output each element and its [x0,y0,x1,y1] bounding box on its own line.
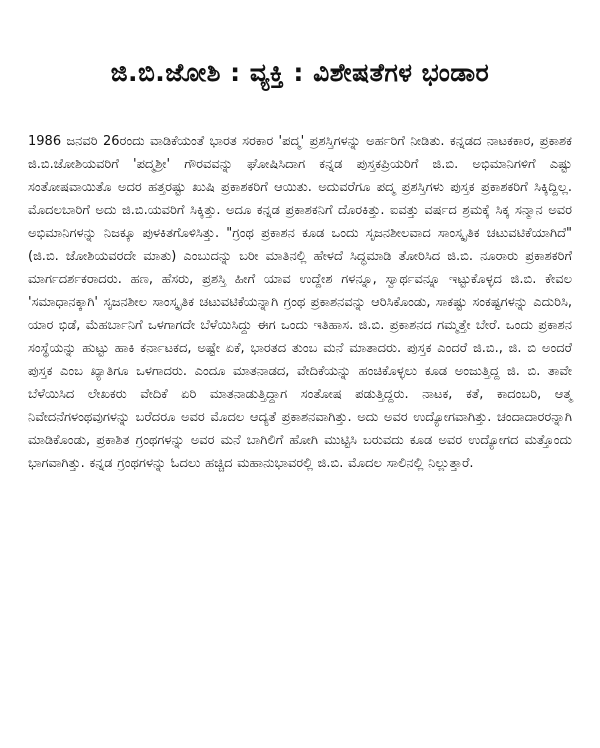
body-paragraph: 1986 ಜನವರಿ 26ರಂದು ವಾಡಿಕೆಯಂತೆ ಭಾರತ ಸರಕಾರ 'ಪದ್ಮ' ಪ್ರಶಸ್ತಿಗಳನ್ನು ಅರ್ಹರಿಗೆ ನೀಡಿತು. ಕನ್ನಡದ ನಾಟಕಕಾರ, ಪ್ರಕಾಶಕ ಜಿ.ಬಿ.ಜೋಶಿಯವರಿಗೆ 'ಪದ್ಮಶ್ರೀ' ಗೌರವವನ್ನು ಘೋಷಿಸಿದಾಗ ಕನ್ನಡ ಪುಸ್ತಕಪ್ರಿಯರಿಗೆ ಜಿ.ಬಿ. ಅಭಿಮಾನಿಗಳಿಗೆ ಎಷ್ಟು ಸಂತೋಷವಾಯಿತೊ ಅದರ ಹತ್ತರಷ್ಟು ಖುಷಿ ಪ್ರಕಾಶಕರಿಗೆ ಆಯಿತು. ಅದುವರೆಗೂ ಪದ್ಮ ಪ್ರಶಸ್ತಿಗಳು ಪುಸ್ತಕ ಪ್ರಕಾಶಕರಿಗೆ ಸಿಕ್ಕಿದ್ದಿಲ್ಲ. ಮೊದಲಬಾರಿಗೆ ಅದು ಜಿ.ಬಿ.ಯವರಿಗೆ ಸಿಕ್ಕಿತ್ತು. ಅದೂ ಕನ್ನಡ ಪ್ರಕಾಶಕನಿಗೆ ದೊರಕಿತ್ತು. ಐವತ್ತು ವರ್ಷದ ಶ್ರಮಕ್ಕೆ ಸಿಕ್ಕ ಸನ್ಮಾನ ಅವರ ಅಭಿಮಾನಿಗಳನ್ನು ನಿಜಕ್ಕೂ ಪುಳಕಿತಗೊಳಿಸಿತ್ತು. "ಗ್ರಂಥ ಪ್ರಕಾಶನ ಕೂಡ ಒಂದು ಸೃಜನಶೀಲವಾದ ಸಾಂಸ್ಕೃತಿಕ ಚಟುವಟಿಕೆಯಾಗಿದೆ" (ಜಿ.ಬಿ. ಜೋಶಿಯವರದೇ ಮಾತು) ಎಂಬುದನ್ನು ಬರೀ ಮಾತಿನಲ್ಲಿ ಹೇಳದೆ ಸಿದ್ಧಮಾಡಿ ತೋರಿಸಿದ ಜಿ.ಬಿ. ನೂರಾರು ಪ್ರಕಾಶಕರಿಗೆ ಮಾರ್ಗದರ್ಶಕರಾದರು. ಹಣ, ಹೆಸರು, ಪ್ರಶಸ್ತಿ ಹೀಗೆ ಯಾವ ಉದ್ದೇಶ ಗಳನ್ನೂ, ಸ್ವಾರ್ಥವನ್ನೂ ಇಟ್ಟುಕೊಳ್ಳದ ಜಿ.ಬಿ. ಕೇವಲ 'ಸಮಾಧಾನಕ್ಕಾಗಿ' ಸೃಜನಶೀಲ ಸಾಂಸ್ಕೃತಿಕ ಚಟುವಟಿಕೆಯನ್ನಾಗಿ ಗ್ರಂಥ ಪ್ರಕಾಶನವನ್ನು ಆರಿಸಿಕೊಂಡು, ಸಾಕಷ್ಟು ಸಂಕಷ್ಟಗಳನ್ನು ಎದುರಿಸಿ, ಯಾರ ಭಿಡೆ, ಮೆಹರ್ಬಾನಿಗೆ ಒಳಗಾಗದೇ ಬೆಳೆಯಿಸಿದ್ದು ಈಗ ಒಂದು ಇತಿಹಾಸ. ಜಿ.ಬಿ. ಪ್ರಕಾಶನದ ಗಮ್ಮತ್ತೇ ಬೇರೆ. ಒಂದು ಪ್ರಕಾಶನ ಸಂಸ್ಥೆಯನ್ನು ಹುಟ್ಟು ಹಾಕಿ ಕರ್ನಾಟಕದ, ಅಷ್ಟೇ ಏಕೆ, ಭಾರತದ ತುಂಬ ಮನೆ ಮಾತಾದರು. ಪುಸ್ತಕ ಎಂದರೆ ಜಿ.ಬಿ., ಜಿ. ಬಿ ಅಂದರೆ ಪುಸ್ತಕ ಎಂಬ ಖ್ಯಾತಿಗೂ ಒಳಗಾದರು. ಎಂದೂ ಮಾತನಾಡದ, ವೇದಿಕೆಯನ್ನು ಹಂಚಿಕೊಳ್ಳಲು ಕೂಡ ಅಂಜುತ್ತಿದ್ದ ಜಿ. ಬಿ. ತಾವೇ ಬೆಳೆಯಿಸಿದ ಲೇಖಕರು ವೇದಿಕೆ ಏರಿ ಮಾತನಾಡುತ್ತಿದ್ದಾಗ ಸಂತೋಷ ಪಡುತ್ತಿದ್ದರು. ನಾಟಕ, ಕತೆ, ಕಾದಂಬರಿ, ಆತ್ಮ ನಿವೇದನೆಗಳಂಥವುಗಳನ್ನು ಬರೆದರೂ ಅವರ ಮೊದಲ ಆದ್ಯತೆ ಪ್ರಕಾಶನವಾಗಿತ್ತು. ಅದು ಅವರ ಉದ್ಯೋಗವಾಗಿತ್ತು. ಚಂದಾದಾರರನ್ನಾಗಿ ಮಾಡಿಕೊಂಡು, ಪ್ರಕಾಶಿತ ಗ್ರಂಥಗಳನ್ನು ಅವರ ಮನೆ ಬಾಗಿಲಿಗೆ ಹೋಗಿ ಮುಟ್ಟಿಸಿ ಬರುವದು ಕೂಡ ಅವರ ಉದ್ಯೋಗದ ಮತ್ತೊಂದು ಭಾಗವಾಗಿತ್ತು. ಕನ್ನಡ ಗ್ರಂಥಗಳನ್ನು ಓದಲು ಹಚ್ಚಿದ ಮಹಾನುಭಾವರಲ್ಲಿ ಜಿ.ಬಿ. ಮೊದಲ ಸಾಲಿನಲ್ಲಿ ನಿಲ್ಲುತ್ತಾರೆ. [28,134,572,471]
page-title: ಜಿ.ಬಿ.ಜೋಶಿ : ವ್ಯಕ್ತಿ : ವಿಶೇಷತೆಗಳ ಭಂಡಾರ [110,58,490,87]
